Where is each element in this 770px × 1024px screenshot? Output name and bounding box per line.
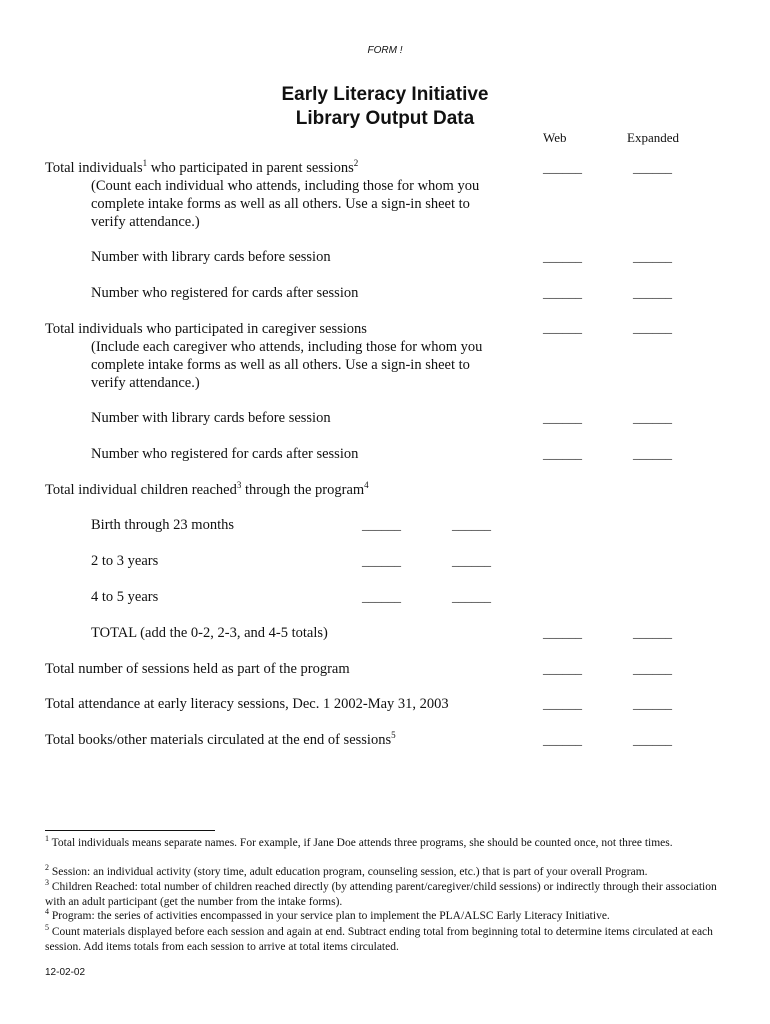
birth-web-blank[interactable]: ______ bbox=[362, 517, 401, 532]
caregiver-total-expanded-blank[interactable]: ______ bbox=[633, 320, 672, 335]
birth-23-months-label: Birth through 23 months bbox=[91, 517, 234, 533]
footnote-ref: 2 bbox=[353, 158, 359, 169]
total-ages-expanded-blank[interactable]: ______ bbox=[633, 625, 672, 640]
title-line-1: Early Literacy Initiative bbox=[281, 84, 489, 105]
footnote-5: $^5$ Count materials displayed before each session and again at end. Subtract ending total from beginning total to determine items circulated at each session. Add items totals from each session to arrive at total items circulated. bbox=[45, 923, 713, 953]
parent-registered-web-blank[interactable]: ______ bbox=[543, 285, 582, 300]
caregiver-registered-label: Number who registered for cards after session bbox=[91, 446, 359, 462]
parent-note-line: complete intake forms as well as all others. Use a sign-in sheet to bbox=[91, 196, 470, 212]
age-4-5-web-blank[interactable]: ______ bbox=[362, 589, 401, 604]
parent-note-line: (Count each individual who attends, including those for whom you bbox=[91, 178, 480, 194]
parent-sessions-total-label: Total individuals$^1$ who participated in parent sessions$^2$ bbox=[45, 158, 359, 176]
age-2-3-web-blank[interactable]: ______ bbox=[362, 553, 401, 568]
caregiver-with-cards-label: Number with library cards before session bbox=[91, 410, 331, 426]
total-ages-label: TOTAL (add the 0-2, 2-3, and 4-5 totals) bbox=[91, 625, 328, 641]
footnote-1: $^1$ Total individuals means separate names. For example, if Jane Doe attends three programs, she should be counted once, not three times. bbox=[45, 834, 673, 849]
age-2-3-expanded-blank[interactable]: ______ bbox=[452, 553, 491, 568]
caregiver-sessions-total-label: Total individuals who participated in caregiver sessions bbox=[45, 321, 367, 337]
caregiver-note-line: verify attendance.) bbox=[91, 375, 200, 391]
parent-with-cards-label: Number with library cards before session bbox=[91, 249, 331, 265]
title-line-2: Library Output Data bbox=[295, 108, 475, 129]
footnote-divider bbox=[45, 830, 215, 831]
parent-cards-web-blank[interactable]: ______ bbox=[543, 249, 582, 264]
birth-expanded-blank[interactable]: ______ bbox=[452, 517, 491, 532]
column-header-web: Web bbox=[543, 130, 567, 145]
age-4-5-expanded-blank[interactable]: ______ bbox=[452, 589, 491, 604]
caregiver-registered-web-blank[interactable]: ______ bbox=[543, 446, 582, 461]
footnote-ref: 4 bbox=[364, 480, 369, 491]
footnote-ref: 1 bbox=[142, 158, 148, 169]
form-header: FORM ! bbox=[367, 45, 403, 56]
footnote-2: $^2$ Session: an individual activity (story time, adult education program, counseling session, etc.) that is part of your overall Program. bbox=[45, 863, 648, 878]
parent-note-line: verify attendance.) bbox=[91, 214, 200, 230]
books-expanded-blank[interactable]: ______ bbox=[633, 732, 672, 747]
age-4-5-label: 4 to 5 years bbox=[91, 589, 159, 605]
footnote-3: $^3$ Children Reached: total number of children reached directly (by attending parent/caregiver/child sessions) or indirectly through their association with an adult participant (get the number from the intake forms). bbox=[45, 878, 717, 908]
children-reached-label: Total individual children reached$^3$ through the program$^4$ bbox=[45, 480, 369, 498]
caregiver-cards-web-blank[interactable]: ______ bbox=[543, 410, 582, 425]
parent-cards-expanded-blank[interactable]: ______ bbox=[633, 249, 672, 264]
caregiver-registered-expanded-blank[interactable]: ______ bbox=[633, 446, 672, 461]
footnote-4: $^4$ Program: the series of activities encompassed in your service plan to implement the PLA/ALSC Early Literacy Initiative. bbox=[45, 907, 610, 922]
sessions-held-label: Total number of sessions held as part of the program bbox=[45, 661, 350, 677]
total-ages-web-blank[interactable]: ______ bbox=[543, 625, 582, 640]
sessions-held-web-blank[interactable]: ______ bbox=[543, 661, 582, 676]
parent-total-expanded-blank[interactable]: ______ bbox=[633, 160, 672, 175]
caregiver-note-line: (Include each caregiver who attends, including those for whom you bbox=[91, 339, 483, 355]
sessions-held-expanded-blank[interactable]: ______ bbox=[633, 661, 672, 676]
footnote-ref: 3 bbox=[236, 480, 242, 491]
books-circulated-label: Total books/other materials circulated at the end of sessions$^5$ bbox=[45, 730, 396, 748]
caregiver-note-line: complete intake forms as well as all others. Use a sign-in sheet to bbox=[91, 357, 470, 373]
parent-total-web-blank[interactable]: ______ bbox=[543, 160, 582, 175]
books-web-blank[interactable]: ______ bbox=[543, 732, 582, 747]
footer-code: 12-02-02 bbox=[45, 967, 86, 978]
caregiver-total-web-blank[interactable]: ______ bbox=[543, 320, 582, 335]
parent-registered-label: Number who registered for cards after session bbox=[91, 285, 359, 301]
footnote-ref: 5 bbox=[391, 730, 396, 741]
column-header-expanded: Expanded bbox=[627, 130, 679, 145]
caregiver-cards-expanded-blank[interactable]: ______ bbox=[633, 410, 672, 425]
attendance-web-blank[interactable]: ______ bbox=[543, 696, 582, 711]
attendance-label: Total attendance at early literacy sessions, Dec. 1 2002-May 31, 2003 bbox=[45, 696, 449, 712]
age-2-3-label: 2 to 3 years bbox=[91, 553, 159, 569]
attendance-expanded-blank[interactable]: ______ bbox=[633, 696, 672, 711]
parent-registered-expanded-blank[interactable]: ______ bbox=[633, 285, 672, 300]
